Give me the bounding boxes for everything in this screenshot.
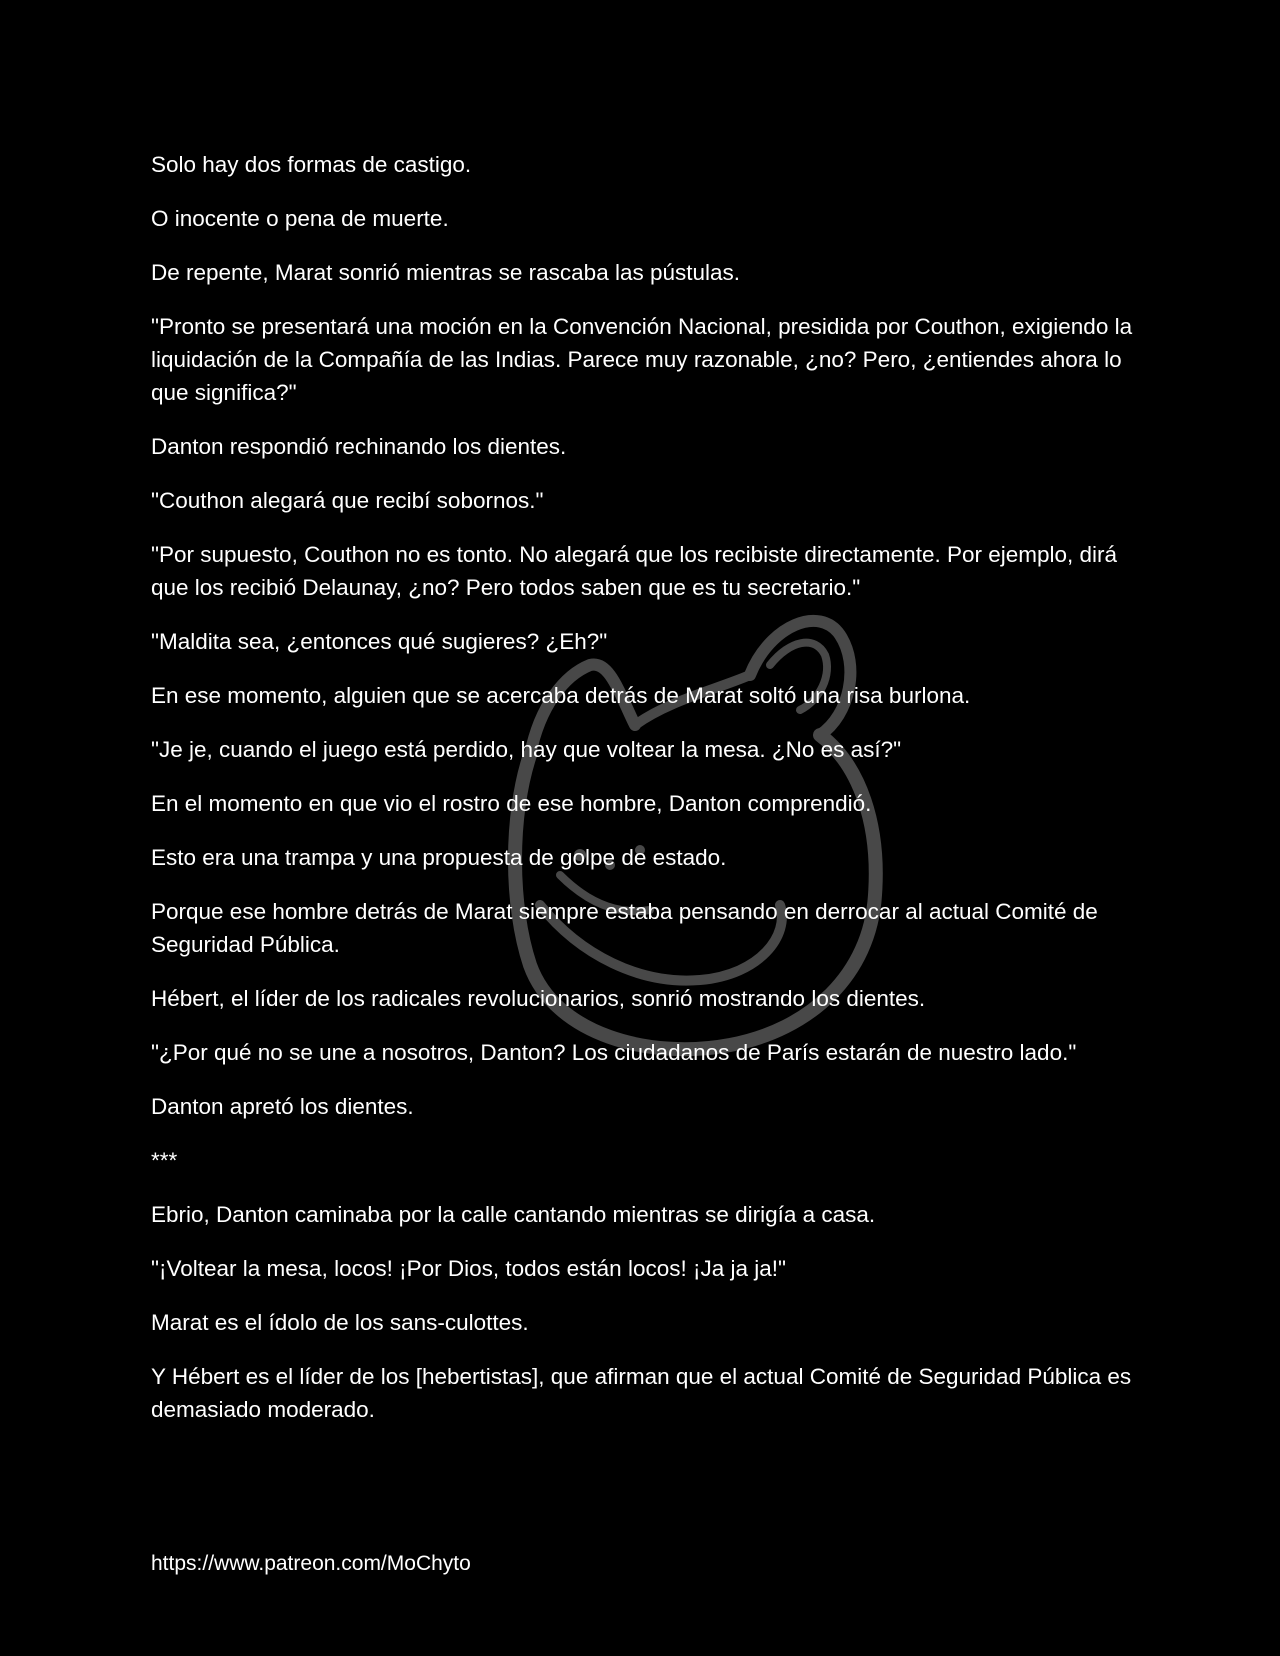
paragraph: "Por supuesto, Couthon no es tonto. No alegará que los recibiste directamente. Por ejemplo, dirá que los recibió Delaunay, ¿no? Pero todos saben que es tu secretario." bbox=[151, 542, 1118, 600]
paragraph: "Couthon alegará que recibí sobornos." bbox=[151, 488, 544, 513]
paragraph: En el momento en que vio el rostro de ese hombre, Danton comprendió. bbox=[151, 791, 872, 816]
paragraph: Y Hébert es el líder de los [hebertistas], que afirman que el actual Comité de Seguridad Pública es demasiado moderado. bbox=[151, 1364, 1132, 1422]
paragraph: En ese momento, alguien que se acercaba detrás de Marat soltó una risa burlona. bbox=[151, 683, 971, 708]
chapter-text bbox=[151, 148, 1141, 1447]
patreon-link[interactable]: https://www.patreon.com/MoChyto bbox=[151, 1552, 471, 1575]
paragraph: "¡Voltear la mesa, locos! ¡Por Dios, todos están locos! ¡Ja ja ja!" bbox=[151, 1256, 786, 1281]
scene-break: *** bbox=[151, 1148, 178, 1173]
paragraph: De repente, Marat sonrió mientras se rascaba las pústulas. bbox=[151, 260, 741, 285]
paragraph: Danton apretó los dientes. bbox=[151, 1094, 414, 1119]
paragraph: O inocente o pena de muerte. bbox=[151, 206, 449, 231]
paragraph: "Je je, cuando el juego está perdido, hay que voltear la mesa. ¿No es así?" bbox=[151, 737, 902, 762]
paragraph: Hébert, el líder de los radicales revolucionarios, sonrió mostrando los dientes. bbox=[151, 986, 926, 1011]
paragraph: Ebrio, Danton caminaba por la calle cantando mientras se dirigía a casa. bbox=[151, 1202, 876, 1227]
paragraph: Marat es el ídolo de los sans-culottes. bbox=[151, 1310, 529, 1335]
paragraph: Esto era una trampa y una propuesta de golpe de estado. bbox=[151, 845, 727, 870]
paragraph: Danton respondió rechinando los dientes. bbox=[151, 434, 567, 459]
paragraph: "Maldita sea, ¿entonces qué sugieres? ¿Eh?" bbox=[151, 629, 608, 654]
paragraph: Solo hay dos formas de castigo. bbox=[151, 152, 472, 177]
paragraph: "¿Por qué no se une a nosotros, Danton? Los ciudadanos de París estarán de nuestro lado." bbox=[151, 1040, 1077, 1065]
paragraph: Porque ese hombre detrás de Marat siempre estaba pensando en derrocar al actual Comité de Seguridad Pública. bbox=[151, 899, 1098, 957]
paragraph: "Pronto se presentará una moción en la Convención Nacional, presidida por Couthon, exigiendo la liquidación de la Compañía de las Indias. Parece muy razonable, ¿no? Pero, ¿entiendes ahora lo que significa?" bbox=[151, 314, 1133, 405]
